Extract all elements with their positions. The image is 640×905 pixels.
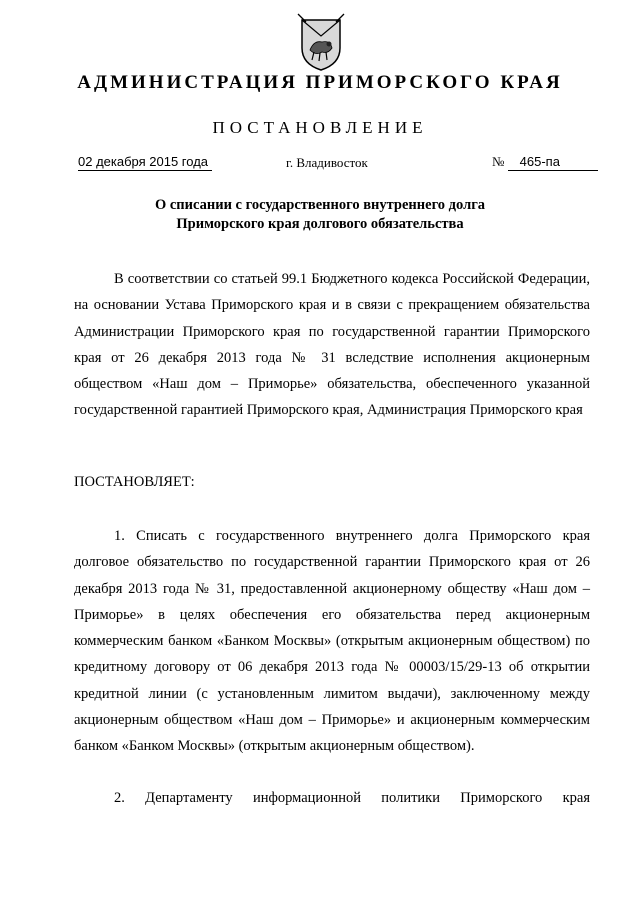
coat-of-arms-icon	[296, 10, 346, 72]
title-line-2: Приморского края долгового обязательства	[176, 216, 464, 232]
document-title	[90, 196, 550, 234]
document-city: г. Владивосток	[286, 155, 368, 170]
item-1-paragraph: 1. Списать с государственного внутреннего долга Приморского края долговое обязательство по государственной гарантии Приморского края от 26 декабря 2013 года № 31, предоставленной акционерному обществу «Наш дом – Приморье» в целях обеспечения его обязательства перед акционерным коммерческим банком «Банком Москвы» (открытым акционерным обществом) по кредитному договору от 06 декабря 2013 года № 00003/15/29-13 об открытии кредитной линии (с установленным лимитом выдачи), заключенному между акционерным обществом «Наш дом – Приморье» и акционерным коммерческим банком «Банком Москвы» (открытым акционерным обществом).	[74, 528, 590, 755]
document-type: ПОСТАНОВЛЕНИЕ	[212, 118, 428, 137]
number-label: №	[492, 154, 505, 169]
document-date: 02 декабря 2015 года	[78, 153, 212, 171]
item-2-paragraph: 2. Департаменту информационной политики Приморского края	[114, 790, 590, 806]
number-value: 465-па	[508, 153, 598, 171]
document-number	[492, 153, 598, 171]
resolves-heading: ПОСТАНОВЛЯЕТ:	[74, 474, 195, 490]
title-line-1: О списании с государственного внутреннего долга	[154, 197, 486, 213]
preamble-paragraph: В соответствии со статьей 99.1 Бюджетного кодекса Российской Федерации, на основании Устава Приморского края и в связи с прекращением обязательства Администрации Приморского края по государственной гарантии Приморского края от 26 декабря 2013 года № 31 вследствие исполнения акционерным обществом «Наш дом – Приморье» обязательства, обеспеченного указанной государственной гарантией Приморского края, Администрация Приморского края	[74, 271, 590, 419]
organization-name: АДМИНИСТРАЦИЯ ПРИМОРСКОГО КРАЯ	[77, 72, 563, 93]
